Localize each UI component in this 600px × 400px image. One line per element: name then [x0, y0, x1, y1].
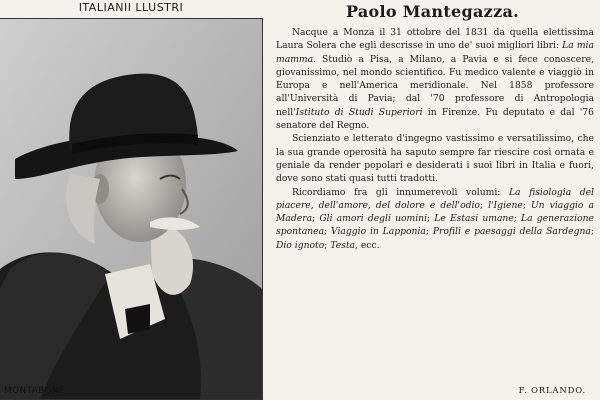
- italic-title: La fisiologia del piacere, dell'amore, del dolore e dell'odio: [276, 186, 594, 211]
- text-run: ;: [479, 199, 489, 211]
- text-run: Studiò a Pisa, a Milano, a Pavia e si fece conoscere, giovanissimo, nel mondo scientifico. Fu medico valente e viaggiò in Europa e nell'America meridionale. Nel 1858 professore all'Università di Pavia; dal '70 professore di Antropologia nell': [276, 53, 594, 118]
- italic-title: l'Igiene: [488, 199, 523, 211]
- italic-title: Un viaggio a Madera: [276, 199, 594, 225]
- bio-paragraph-2: [276, 132, 594, 185]
- text-run: , ecc.: [355, 239, 380, 251]
- text-run: ;: [324, 226, 331, 238]
- text-run: ;: [427, 213, 435, 225]
- text-run: ;: [425, 226, 433, 238]
- bio-paragraph-1: [276, 26, 594, 132]
- italic-title: Gli amori degli uomini: [319, 213, 428, 225]
- text-run: Ricordiamo fra gli innumerevoli volumi:: [292, 186, 509, 198]
- author-signature: F. ORLANDO.: [518, 386, 586, 396]
- text-run: in Firenze. Fu deputato e dal '76 senatore del Regno.: [276, 106, 594, 132]
- series-header: ITALIANII LLUSTRI: [78, 1, 184, 14]
- italic-title: Le Estasi umane: [434, 213, 514, 225]
- text-run: ;: [324, 239, 331, 251]
- text-run: Scienziato e letterato d'ingegno vastissimo e versatilissimo, che la sua grande operosità ha saputo sempre far riescire così ornata e geniale da render popolari e desiderati i suoi libri in Italia e fuori, dove sono stati quasi tutti tradotti.: [276, 133, 594, 185]
- biography-text: [276, 26, 594, 252]
- text-run: ;: [312, 213, 320, 225]
- italic-title: La mia mamma.: [276, 40, 594, 65]
- italic-title: La generazione spontanea: [276, 213, 594, 238]
- italic-title: Viaggio in Lapponia: [331, 226, 426, 238]
- text-run: ;: [513, 213, 522, 225]
- italic-title: Istituto di Studi Superiori: [295, 106, 423, 118]
- portrait-photo: [0, 18, 263, 400]
- portrait-image: [0, 19, 262, 399]
- italic-title: Profili e paesaggi della Sardegna: [432, 226, 591, 238]
- bio-paragraph-3: [276, 186, 594, 252]
- article-title: Paolo Mantegazza.: [345, 2, 519, 21]
- italic-title: Testa: [330, 239, 356, 251]
- text-run: Nacque a Monza il 31 ottobre del 1831 da quella elettissima Laura Solera che egli descrisse in uno de' suoi migliori libri:: [276, 27, 594, 52]
- text-run: ;: [590, 226, 594, 238]
- photo-credit: MONTABONE: [4, 386, 65, 396]
- text-run: ;: [522, 199, 531, 211]
- italic-title: Dio ignoto: [276, 239, 325, 251]
